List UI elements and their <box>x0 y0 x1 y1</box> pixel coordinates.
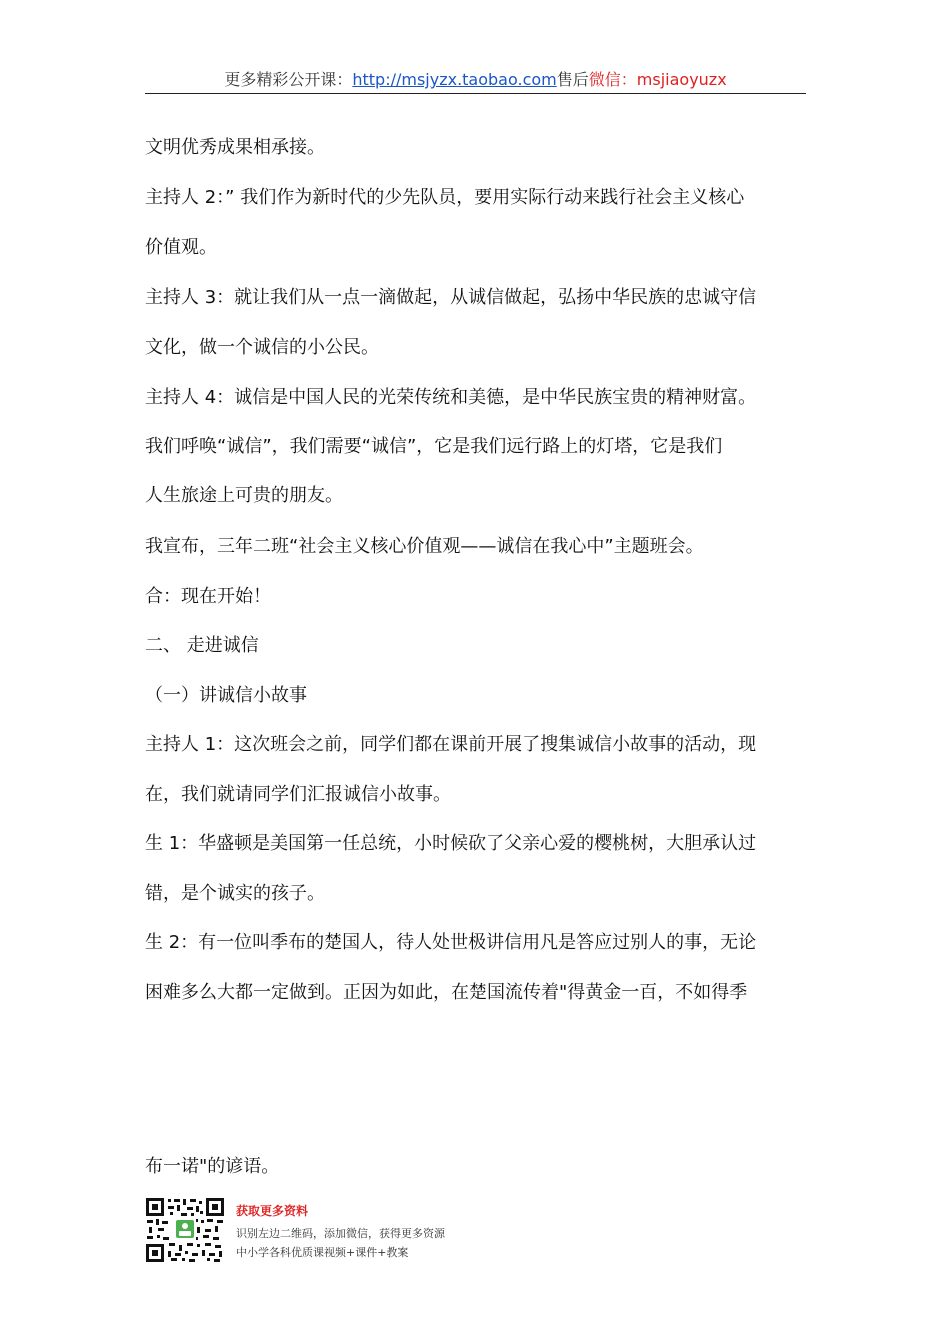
paragraph-line: 错，是个诚实的孩子。 <box>145 883 325 904</box>
paragraph-line: 价值观。 <box>145 237 217 258</box>
paragraph-line: 人生旅途上可贵的朋友。 <box>145 485 343 506</box>
page-header <box>145 68 806 92</box>
header-divider <box>145 93 806 94</box>
paragraph-line: 我宣布，三年二班“社会主义核心价值观——诚信在我心中”主题班会。 <box>145 536 704 557</box>
section-heading: 二、 走进诚信 <box>145 635 259 656</box>
paragraph-line: 在，我们就请同学们汇报诚信小故事。 <box>145 784 451 805</box>
paragraph-line: 生 2：有一位叫季布的楚国人，待人处世极讲信用凡是答应过别人的事，无论 <box>145 932 757 953</box>
footer-instructions: 识别左边二维码，添加微信，获得更多资源 <box>236 1227 445 1240</box>
paragraph-line: 合：现在开始！ <box>145 586 271 607</box>
header-after-sales: 售后 <box>556 70 589 89</box>
paragraph-line: 困难多么大都一定做到。正因为如此，在楚国流传着"得黄金一百，不如得季 <box>145 982 748 1003</box>
header-wechat-id: msjiaoyuzx <box>636 70 727 89</box>
paragraph-line: 主持人 4：诚信是中国人民的光荣传统和美德，是中华民族宝贵的精神财富。 <box>145 387 757 408</box>
paragraph-line: 生 1：华盛顿是美国第一任总统，小时候砍了父亲心爱的樱桃树，大胆承认过 <box>145 833 757 854</box>
subsection-heading: （一）讲诚信小故事 <box>145 685 307 706</box>
paragraph-line: 主持人 3：就让我们从一点一滴做起，从诚信做起，弘扬中华民族的忠诚守信 <box>145 287 757 308</box>
paragraph-line: 文化，做一个诚信的小公民。 <box>145 337 379 358</box>
paragraph-line: 主持人 1：这次班会之前，同学们都在课前开展了搜集诚信小故事的活动，现 <box>145 734 757 755</box>
footer-title: 获取更多资料 <box>236 1204 309 1218</box>
paragraph-line: 布一诺"的谚语。 <box>145 1156 280 1177</box>
header-prefix: 更多精彩公开课： <box>224 70 353 89</box>
header-wechat-label: 微信： <box>588 70 637 89</box>
paragraph-line: 我们呼唤“诚信”，我们需要“诚信”，它是我们远行路上的灯塔，它是我们 <box>145 436 723 457</box>
footer-resources: 中小学各科优质课视频+课件+教案 <box>236 1246 409 1259</box>
store-link[interactable]: http://msjyzx.taobao.com <box>352 70 557 89</box>
qr-code-icon <box>145 1197 225 1263</box>
paragraph-line: 主持人 2：” 我们作为新时代的少先队员，要用实际行动来践行社会主义核心 <box>145 187 745 208</box>
paragraph-line: 文明优秀成果相承接。 <box>145 137 325 158</box>
